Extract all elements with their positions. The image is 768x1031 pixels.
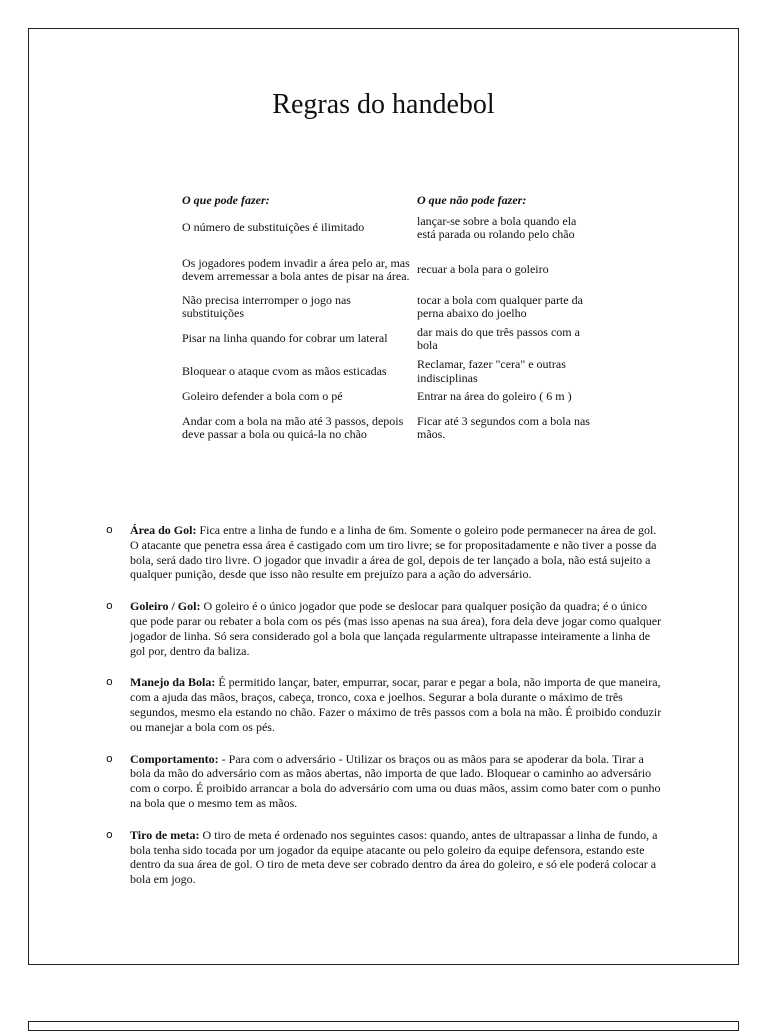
rule-text: - Para com o adversário - Utilizar os braços ou as mãos para se apoderar da bola. Tirar a bola da mão do adversário com as mãos abertas, não importa de que lado. Bloquear o caminho ao adversário com o corpo. É proibido arrancar a bola do adversário com uma ou duas mãos, assim como bater com o punho na bola que o mesmo tem as mãos. — [130, 751, 661, 810]
list-item — [106, 675, 666, 734]
rule-term: Tiro de meta: — [130, 827, 200, 842]
not-allowed-cell: tocar a bola com qualquer parte da perna abaixo do joelho — [417, 292, 583, 320]
rule-term: Manejo da Bola: — [130, 675, 216, 690]
allowed-cell: Pisar na linha quando for cobrar um lateral — [182, 331, 388, 346]
rule-text: Fica entre a linha de fundo e a linha de 6m. Somente o goleiro pode permanecer na área de gol. O atacante que penetra essa área é castigado com um tiro livre; se for propositadamente e não tiver a posse da bola, será dado tiro livre. O jogador que invadir a área de gol, depois de ter lançado a bola, não está sujeito a qualquer punição, desde que isso não resulte em prejuízo para a ação do adversário. — [130, 523, 657, 582]
not-allowed-cell: Ficar até 3 segundos com a bola nas mãos. — [417, 413, 590, 441]
list-item — [106, 523, 666, 582]
list-item — [106, 752, 666, 811]
allowed-cell: Bloquear o ataque cvom as mãos esticadas — [182, 363, 387, 378]
table-row — [182, 388, 592, 406]
allowed-cell: Os jogadores podem invadir a área pelo ar, mas devem arremessar a bola antes de pisar na área. — [182, 255, 410, 283]
bullet-circle-icon: o — [106, 675, 113, 689]
allowed-cell: Não precisa interromper o jogo nas substituições — [182, 292, 351, 320]
rule-term: Goleiro / Gol: — [130, 599, 201, 614]
not-allowed-cell: Entrar na área do goleiro ( 6 m ) — [417, 389, 572, 404]
header-allowed: O que pode fazer: — [182, 192, 270, 207]
not-allowed-cell: dar mais do que três passos com a bola — [417, 324, 580, 352]
allowed-cell: O número de substituições é ilimitado — [182, 220, 365, 235]
list-item — [106, 599, 666, 658]
table-row — [182, 207, 592, 249]
rule-term: Comportamento: — [130, 751, 219, 766]
next-page-edge — [28, 1021, 739, 1031]
not-allowed-cell: recuar a bola para o goleiro — [417, 262, 549, 277]
not-allowed-cell: Reclamar, fazer "cera" e outras indisciplinas — [417, 357, 566, 385]
bullet-circle-icon: o — [106, 599, 113, 613]
rule-text: O goleiro é o único jogador que pode se deslocar para qualquer posição da quadra; é o único que pode parar ou rebater a bola com os pés (mas isso apenas na sua área), fora dela deve jogar como qualquer jogador de linha. Só sera considerado gol a bola que lançada regularmente ultrapasse inteiramente a linha de gol por, dentro da baliza. — [130, 599, 662, 658]
allowed-cell: Andar com a bola na mão até 3 passos, depois deve passar a bola ou quicá-la no chão — [182, 413, 404, 441]
not-allowed-cell: lançar-se sobre a bola quando ela está parada ou rolando pelo chão — [417, 213, 577, 241]
rule-term: Área do Gol: — [130, 523, 197, 537]
table-row — [182, 323, 592, 355]
rules-table — [182, 187, 592, 450]
rule-text: É permitido lançar, bater, empurrar, socar, parar e pegar a bola, não importa de que maneira, com a ajuda das mãos, braços, cabeça, tronco, coxa e joelhos. Segurar a bola durante o máximo de três segundos, mesmo ela estando no chão. Fazer o máximo de três passos com a bola na mão. É proibido conduzir ou manejar a bola com os pés. — [130, 675, 662, 734]
table-row — [182, 291, 592, 323]
allowed-cell: Goleiro defender a bola com o pé — [182, 389, 343, 404]
header-not-allowed: O que não pode fazer: — [417, 192, 527, 207]
bullet-circle-icon: o — [106, 751, 113, 765]
list-item — [106, 828, 666, 887]
page-title: Regras do handebol — [272, 89, 495, 120]
rule-text: O tiro de meta é ordenado nos seguintes casos: quando, antes de ultrapassar a linha de fundo, a bola tenha sido tocada por um jogador da equipe atacante ou pelo goleiro da equipe defensora, estando este dentro da sua área de gol. O tiro de meta deve ser cobrado dentro da área do goleiro, e só ele poderá colocar a bola em jogo. — [130, 827, 658, 887]
table-row — [182, 406, 592, 450]
rules-list — [106, 523, 666, 904]
bullet-circle-icon: o — [106, 523, 113, 536]
document-page — [28, 28, 739, 965]
bullet-circle-icon: o — [106, 827, 113, 841]
table-row — [182, 249, 592, 291]
table-row — [182, 355, 592, 388]
table-header-row — [182, 187, 592, 207]
